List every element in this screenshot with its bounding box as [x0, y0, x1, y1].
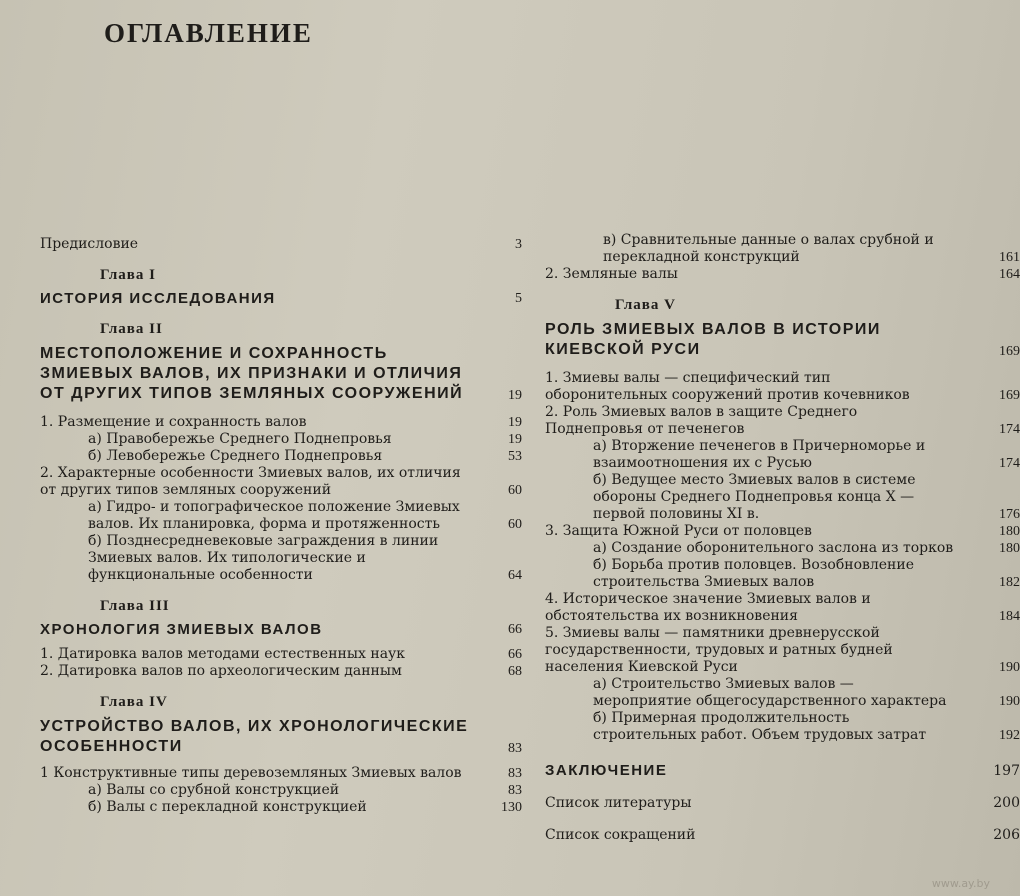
entry-page: 19: [508, 432, 522, 447]
entry-page: 161: [999, 250, 1020, 265]
entry-page: 184: [999, 609, 1020, 624]
entry-text: а) Валы со срубной конструкцией: [88, 782, 340, 798]
toc-entry: [40, 431, 522, 448]
entry-page: 83: [508, 783, 522, 798]
chapter-3-title-entry: [40, 621, 522, 638]
toc-entry-literature: [545, 795, 1020, 811]
toc-entry: [545, 404, 1020, 438]
watermark: www.ay.by: [931, 877, 990, 890]
chapter-1-label: Глава I: [100, 267, 156, 283]
page-title: ОГЛАВЛЕНИЕ: [104, 18, 313, 48]
entry-text: б) Позднесредневековые заграждения в линии Змиевых валов. Их типологические и функциональные особенности: [88, 533, 439, 583]
entry-page: 60: [508, 483, 522, 498]
chapter-4-title: УСТРОЙСТВО ВАЛОВ, ИХ ХРОНОЛОГИЧЕСКИЕ ОСОБЕННОСТИ: [40, 718, 469, 755]
entry-page: 130: [501, 800, 522, 815]
entry-page: 174: [999, 422, 1020, 437]
entry-text: 1. Датировка валов методами естественных наук: [40, 646, 406, 662]
toc-entry: [40, 646, 522, 663]
toc-entry: [40, 414, 522, 431]
entry-text: 2. Роль Змиевых валов в защите Среднего Поднепровья от печенегов: [545, 404, 858, 437]
chapter-5-label: Глава V: [615, 297, 676, 313]
entry-text: 2. Земляные валы: [545, 266, 678, 282]
toc-right-column: [545, 232, 1020, 843]
entry-page: 197: [993, 763, 1020, 779]
entry-page: 60: [508, 517, 522, 532]
toc-left-column: [40, 232, 522, 816]
entry-text: 1 Конструктивные типы деревоземляных Змиевых валов: [40, 765, 462, 781]
entry-text: 1. Размещение и сохранность валов: [40, 414, 307, 430]
entry-page: 174: [999, 456, 1020, 471]
toc-entry: [545, 472, 1020, 523]
entry-page: 180: [999, 541, 1020, 556]
entry-text: б) Примерная продолжительность строительных работ. Объем трудовых затрат: [593, 710, 927, 743]
entry-text: б) Левобережье Среднего Поднепровья: [88, 448, 383, 464]
entry-text: 2. Характерные особенности Змиевых валов, их отличия от других типов земляных сооружений: [40, 465, 461, 498]
toc-entry: [40, 782, 522, 799]
toc-entry: [40, 465, 522, 499]
entry-text: 5. Змиевы валы — памятники древнерусской государственности, трудовых и ратных будней населения Киевской Руси: [545, 625, 893, 675]
entry-page: 68: [508, 664, 522, 679]
toc-entry: [40, 448, 522, 465]
toc-entry: [40, 499, 522, 533]
entry-page: 19: [508, 415, 522, 430]
entry-page: 176: [999, 507, 1020, 522]
toc-entry: [545, 591, 1020, 625]
entry-page: 169: [999, 344, 1020, 359]
entry-text: 2. Датировка валов по археологическим данным: [40, 663, 402, 679]
chapter-2-title: МЕСТОПОЛОЖЕНИЕ И СОХРАННОСТЬ ЗМИЕВЫХ ВАЛОВ, ИХ ПРИЗНАКИ И ОТЛИЧИЯ ОТ ДРУГИХ ТИПОВ ЗЕМЛЯНЫХ СООРУЖЕНИЙ: [40, 345, 464, 402]
chapter-1-title-entry: [40, 290, 522, 307]
chapter-3-title: ХРОНОЛОГИЯ ЗМИЕВЫХ ВАЛОВ: [40, 621, 323, 638]
entry-page: 5: [515, 291, 522, 306]
entry-page: 64: [508, 568, 522, 583]
entry-page: 83: [508, 741, 522, 756]
toc-entry: [545, 266, 1020, 283]
toc-entry: [545, 438, 1020, 472]
conclusion-title: ЗАКЛЮЧЕНИЕ: [545, 762, 668, 779]
entry-text: 4. Историческое значение Змиевых валов и обстоятельства их возникновения: [545, 591, 871, 624]
entry-page: 164: [999, 267, 1020, 282]
entry-page: 206: [993, 827, 1020, 843]
entry-text: Предисловие: [40, 236, 139, 252]
entry-page: 190: [999, 694, 1020, 709]
chapter-1-title: ИСТОРИЯ ИССЛЕДОВАНИЯ: [40, 290, 276, 307]
toc-entry: [545, 710, 1020, 744]
chapter-5-title-entry: [545, 320, 1020, 360]
entry-text: 3. Защита Южной Руси от половцев: [545, 523, 812, 539]
entry-page: 53: [508, 449, 522, 464]
entry-text: а) Правобережье Среднего Поднепровья: [88, 431, 392, 447]
toc-entry: [40, 663, 522, 680]
chapter-5-title: РОЛЬ ЗМИЕВЫХ ВАЛОВ В ИСТОРИИ КИЕВСКОЙ РУСИ: [545, 321, 881, 358]
entry-text: а) Гидро- и топографическое положение Змиевых валов. Их планировка, форма и протяженность: [88, 499, 460, 532]
toc-entry-conclusion: [545, 762, 1020, 779]
toc-entry: [545, 625, 1020, 676]
literature-title: Список литературы: [545, 795, 692, 811]
entry-text: 1. Змиевы валы — специфический тип оборонительных сооружений против кочевников: [545, 370, 910, 403]
entry-page: 66: [508, 647, 522, 662]
toc-entry: [40, 799, 522, 816]
entry-page: 182: [999, 575, 1020, 590]
chapter-2-title-entry: [40, 344, 522, 404]
entry-text: а) Строительство Змиевых валов — мероприятие общегосударственного характера: [593, 676, 947, 709]
entry-page: 169: [999, 388, 1020, 403]
toc-entry-preface: [40, 236, 522, 253]
entry-page: 180: [999, 524, 1020, 539]
toc-entry: [545, 676, 1020, 710]
entry-page: 66: [508, 622, 522, 637]
entry-text: б) Ведущее место Змиевых валов в системе обороны Среднего Поднепровья конца X — первой половины XI в.: [593, 472, 916, 522]
entry-page: 83: [508, 766, 522, 781]
entry-text: б) Борьба против половцев. Возобновление строительства Змиевых валов: [593, 557, 915, 590]
entry-page: 192: [999, 728, 1020, 743]
entry-text: а) Создание оборонительного заслона из торков: [593, 540, 954, 556]
abbreviations-title: Список сокращений: [545, 827, 696, 843]
entry-text: в) Сравнительные данные о валах срубной и перекладной конструкций: [603, 232, 934, 265]
chapter-2-label: Глава II: [100, 321, 163, 337]
toc-entry: [545, 540, 1020, 557]
chapter-4-label: Глава IV: [100, 694, 168, 710]
entry-page: 19: [508, 388, 522, 403]
chapter-4-title-entry: [40, 717, 522, 757]
toc-entry: [545, 523, 1020, 540]
entry-page: 200: [993, 795, 1020, 811]
toc-entry: [545, 557, 1020, 591]
toc-entry-abbreviations: [545, 827, 1020, 843]
entry-text: а) Вторжение печенегов в Причерноморье и взаимоотношения их с Русью: [593, 438, 926, 471]
toc-entry: [40, 533, 522, 584]
entry-page: 3: [515, 237, 522, 252]
entry-page: 190: [999, 660, 1020, 675]
toc-entry: [40, 765, 522, 782]
chapter-3-label: Глава III: [100, 598, 170, 614]
toc-entry: [545, 232, 1020, 266]
toc-entry: [545, 370, 1020, 404]
entry-text: б) Валы с перекладной конструкцией: [88, 799, 367, 815]
